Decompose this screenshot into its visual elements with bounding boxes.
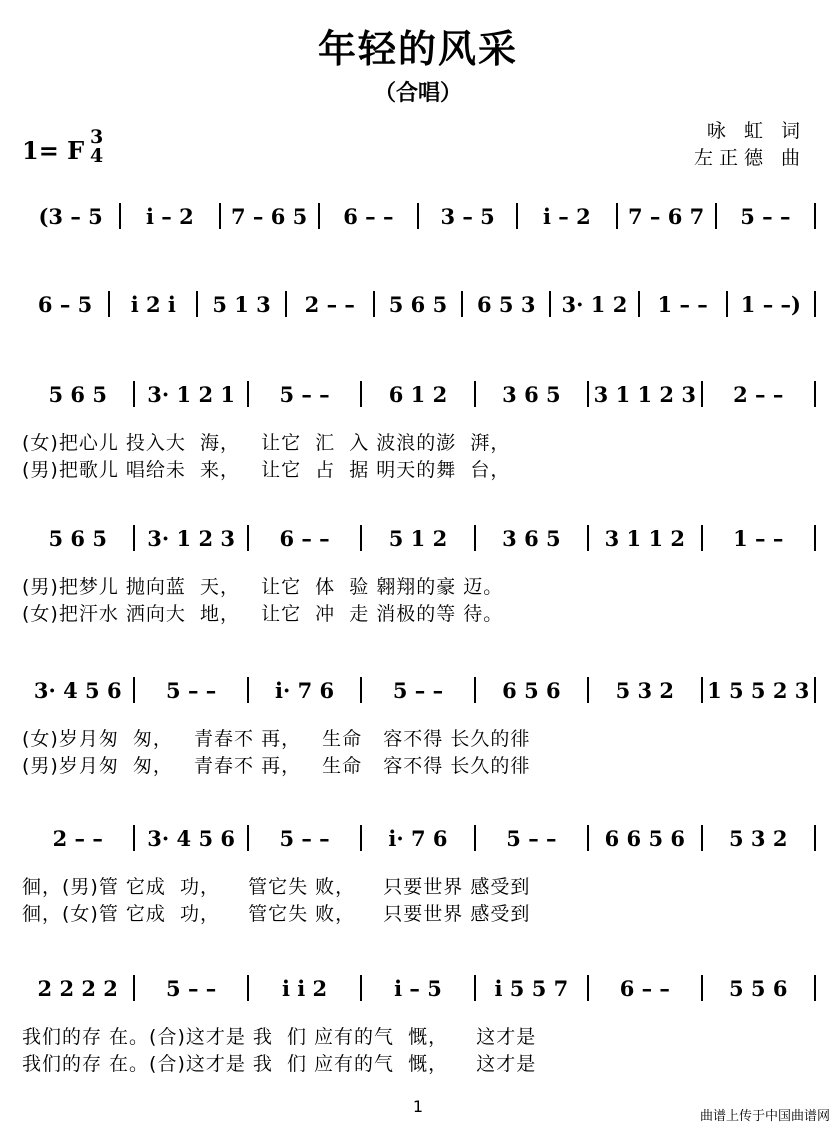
bar-line [814, 825, 816, 851]
measure: i 5 5 7 [494, 975, 569, 1001]
measure: 5 6 5 [48, 525, 107, 551]
measure: 6 – – [343, 203, 394, 229]
lyric-line: 我们的存 在。(合)这才是 我 们 应有的气 慨， 这才是 [22, 1026, 537, 1048]
score-system [22, 288, 816, 328]
page-number: 1 [412, 1097, 424, 1116]
measure: 5 6 5 [388, 291, 448, 317]
measure: 2 2 2 2 [37, 975, 118, 1001]
measure: 2 – – [52, 825, 103, 851]
measure: 5 – – [166, 677, 217, 703]
measure: 7 – 6 5 [230, 203, 308, 229]
measure: 7 – 6 7 [627, 203, 705, 229]
bar-line [814, 525, 816, 551]
lyric-line: 徊，(男)管 它成 功， 管它失 败， 只要世界 感受到 [22, 876, 531, 898]
composer-credit: 左正德 曲 [693, 147, 806, 169]
lyricist-credit: 咏 虹 词 [706, 120, 806, 142]
measure: 5 – – [506, 825, 557, 851]
measure: 6 – – [619, 975, 670, 1001]
measure: i i 2 [281, 975, 328, 1001]
bar-line [814, 291, 816, 317]
measure: 2 – – [304, 291, 355, 317]
score-system [22, 822, 816, 925]
measure: i – 2 [146, 203, 194, 229]
measure: 3· 1 2 1 [147, 381, 235, 407]
measure: (3 – 5 [38, 203, 103, 229]
measure: 5 – – [740, 203, 791, 229]
measure: 5 5 6 [729, 975, 788, 1001]
measure: 3· 1 2 3 [147, 525, 235, 551]
lyric-line: (女)把心儿 投入大 海， 让它 汇 入 波浪的澎 湃， [22, 432, 511, 454]
lyric-line: 我们的存 在。(合)这才是 我 们 应有的气 慨， 这才是 [22, 1053, 537, 1075]
measure: i· 7 6 [388, 825, 448, 851]
measure: 3· 4 5 6 [33, 677, 122, 703]
score-system [22, 200, 816, 240]
measure: 3 6 5 [502, 525, 561, 551]
measure: i – 2 [543, 203, 591, 229]
bar-line [814, 203, 816, 229]
measure: 3 6 5 [502, 381, 561, 407]
measure: 6 1 2 [388, 381, 448, 407]
lyric-line: (女)岁月匆 匆， 青春不 再， 生命 容不得 长久的徘 [22, 728, 531, 750]
measure: 6 – – [279, 525, 330, 551]
measure: 5 – – [279, 825, 330, 851]
measure-row [22, 674, 816, 706]
key-signature: 1= F [22, 136, 85, 165]
measure: 3 1 1 2 [604, 525, 686, 551]
measure: 5 3 2 [615, 677, 675, 703]
measure: 6 6 5 6 [604, 825, 686, 851]
bar-line [814, 975, 816, 1001]
measure: i – 5 [394, 975, 442, 1001]
time-denominator: 4 [90, 145, 104, 167]
measure: 5 1 2 [388, 525, 448, 551]
lyric-line: 徊，(女)管 它成 功， 管它失 败， 只要世界 感受到 [22, 903, 531, 925]
measure: 5 – – [166, 975, 217, 1001]
lyric-line: (女)把汗水 洒向大 地， 让它 冲 走 消极的等 待。 [22, 603, 504, 625]
measure: 6 5 3 [476, 291, 536, 317]
score-system [22, 378, 816, 481]
measure-row [22, 378, 816, 410]
measure: 3· 1 2 [561, 291, 628, 317]
measure: 5 1 3 [212, 291, 271, 317]
measure: 1 5 5 2 3 [707, 677, 810, 703]
measure: 3 – 5 [440, 203, 495, 229]
time-numerator: 3 [90, 126, 104, 148]
lyric-line: (男)岁月匆 匆， 青春不 再， 生命 容不得 长久的徘 [22, 755, 531, 777]
score-subtitle: （合唱） [373, 81, 462, 106]
measure-row [22, 522, 816, 554]
bar-line [814, 381, 816, 407]
measure: i 2 i [130, 291, 176, 317]
measure: 3 1 1 2 3 [593, 381, 696, 407]
site-watermark: 曲谱上传于中国曲谱网 [699, 1109, 830, 1124]
measure: 3· 4 5 6 [147, 825, 235, 851]
lyric-line: (男)把歌儿 唱给未 来， 让它 占 据 明天的舞 台， [22, 459, 511, 481]
measure-row [22, 822, 816, 854]
measure: 1 – – [733, 525, 784, 551]
measure-row [22, 972, 816, 1004]
measure: i· 7 6 [274, 677, 335, 703]
lyric-line: (男)把梦儿 抛向蓝 天， 让它 体 验 翱翔的豪 迈。 [22, 576, 504, 598]
measure: 6 – 5 [37, 291, 93, 317]
measure: 2 – – [733, 381, 784, 407]
measure: 5 – – [279, 381, 330, 407]
measure: 6 5 6 [502, 677, 561, 703]
score-system [22, 674, 816, 777]
score-title: 年轻的风采 [317, 27, 518, 71]
measure: 5 3 2 [729, 825, 788, 851]
measure: 1 – – [657, 291, 708, 317]
measure-row [22, 200, 816, 232]
score-system [22, 972, 816, 1075]
bar-line [814, 677, 816, 703]
measure: 5 6 5 [48, 381, 107, 407]
score-system [22, 522, 816, 625]
time-signature [90, 128, 103, 166]
measure-row [22, 288, 816, 320]
measure: 5 – – [392, 677, 444, 703]
measure: 1 – –) [740, 291, 801, 317]
